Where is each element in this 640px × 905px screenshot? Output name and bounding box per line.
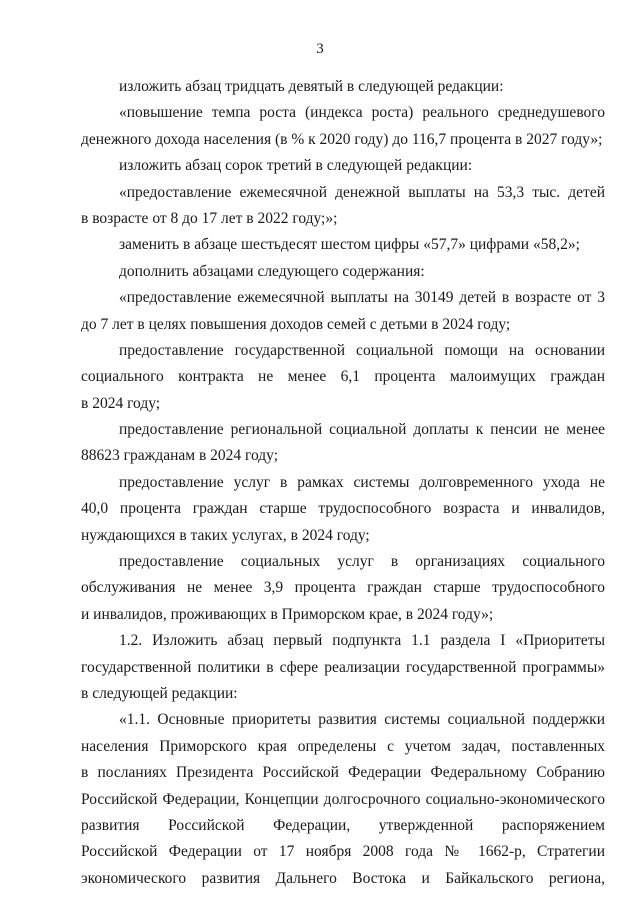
text-line: предоставление услуг в рамках системы долговременного ухода не bbox=[119, 473, 605, 491]
text-line: в 2024 году; bbox=[81, 394, 161, 412]
text-line: изложить абзац сорок третий в следующей редакции: bbox=[119, 157, 473, 175]
text-line: «1.1. Основные приоритеты развития системы социальной поддержки bbox=[119, 711, 605, 729]
text-line: в возрасте от 8 до 17 лет в 2022 году;»; bbox=[81, 209, 338, 227]
text-line: предоставление региональной социальной доплаты к пенсии не менее bbox=[119, 421, 605, 439]
text-line: социального контракта не менее 6,1 процента малоимущих граждан bbox=[81, 368, 605, 386]
text-line: «повышение темпа роста (индекса роста) реального среднедушевого bbox=[119, 104, 605, 122]
page-number: 3 bbox=[316, 41, 324, 57]
text-line: 88623 гражданам в 2024 году; bbox=[81, 447, 279, 465]
text-line: населения Приморского края определены с учетом задач, поставленных bbox=[81, 737, 605, 755]
text-line: предоставление социальных услуг в организациях социального bbox=[119, 553, 605, 571]
text-line: денежного дохода населения (в % к 2020 году) до 116,7 процента в 2027 году»; bbox=[81, 130, 603, 148]
text-line: Российской Федерации от 17 ноября 2008 года № 1662-р, Стратегии bbox=[81, 843, 605, 861]
text-line: Российской Федерации, Концепции долгосрочного социально-экономического bbox=[81, 790, 605, 808]
text-line: в посланиях Президента Российской Федерации Федеральному Собранию bbox=[81, 764, 605, 782]
text-line: до 7 лет в целях повышения доходов семей с детьми в 2024 году; bbox=[81, 315, 511, 333]
text-line: дополнить абзацами следующего содержания: bbox=[119, 262, 425, 280]
text-line: предоставление государственной социальной помощи на основании bbox=[119, 341, 605, 359]
text-line: экономического развития Дальнего Востока и Байкальского региона, bbox=[81, 869, 605, 887]
text-line: 1.2. Изложить абзац первый подпункта 1.1 раздела I «Приоритеты bbox=[119, 632, 605, 650]
text-line: «предоставление ежемесячной выплаты на 30149 детей в возрасте от 3 bbox=[119, 289, 605, 307]
document-body bbox=[81, 74, 605, 892]
text-line: «предоставление ежемесячной денежной выплаты на 53,3 тыс. детей bbox=[119, 183, 605, 201]
text-line: и инвалидов, проживающих в Приморском крае, в 2024 году»; bbox=[81, 605, 494, 623]
text-line: государственной политики в сфере реализации государственной программы» bbox=[81, 658, 605, 676]
text-line: в следующей редакции: bbox=[81, 684, 238, 702]
text-line: заменить в абзаце шестьдесят шестом цифры «57,7» цифрами «58,2»; bbox=[119, 236, 580, 254]
text-line: 40,0 процента граждан старше трудоспособного возраста и инвалидов, bbox=[81, 500, 605, 518]
text-line: изложить абзац тридцать девятый в следующей редакции: bbox=[119, 78, 504, 95]
text-line: обслуживания не менее 3,9 процента граждан старше трудоспособного bbox=[81, 579, 605, 597]
text-line: развития Российской Федерации, утвержденной распоряжением bbox=[81, 816, 605, 834]
text-line: нуждающихся в таких услугах, в 2024 году; bbox=[81, 526, 370, 544]
